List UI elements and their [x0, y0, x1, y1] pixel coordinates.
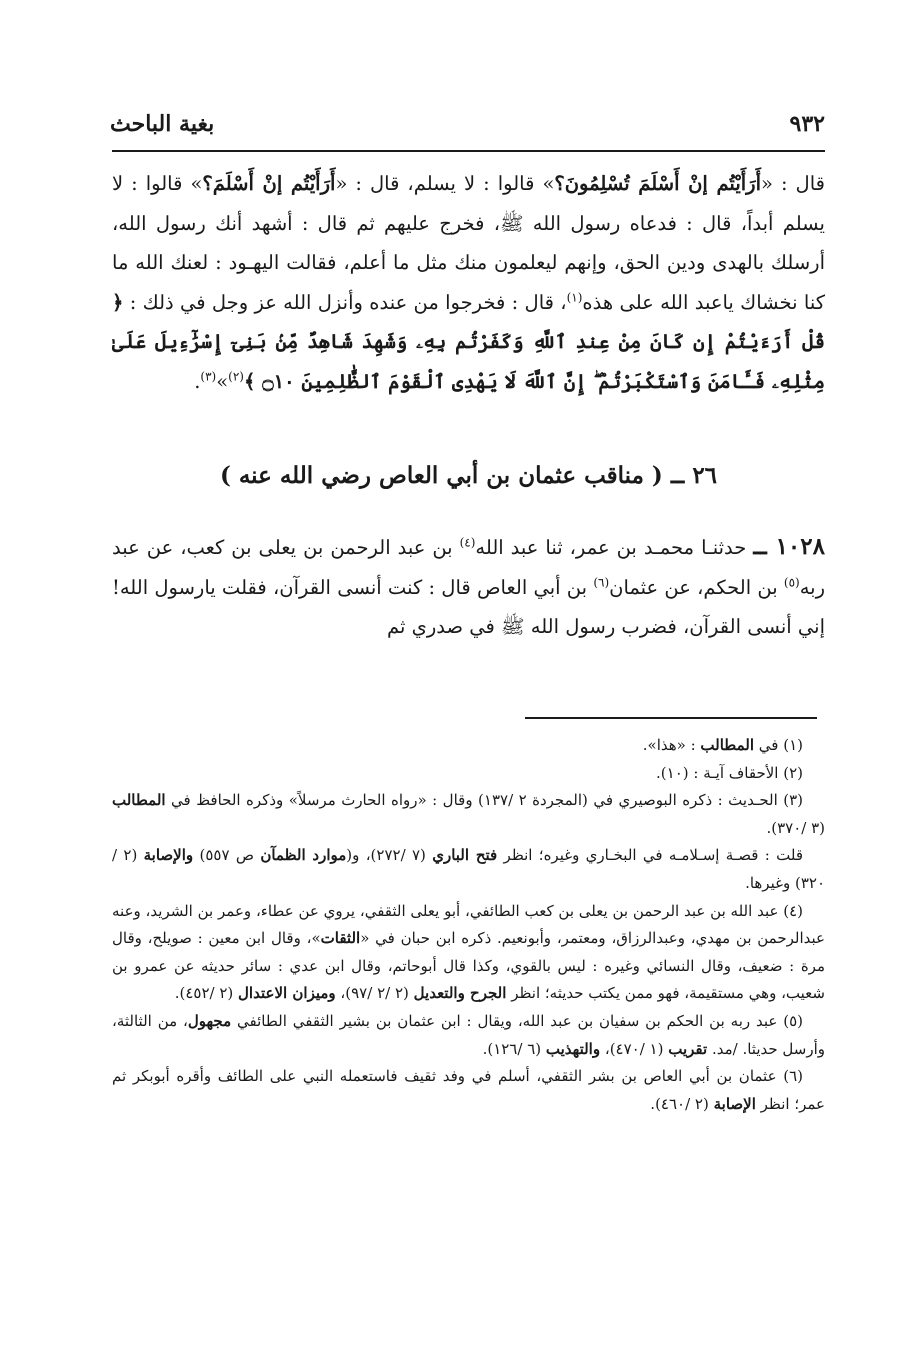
footnote-ref[interactable]: (٤): [459, 535, 476, 550]
quoted-question: أَرَأَيْتُم إنْ أَسْلَمَ؟: [202, 172, 336, 195]
footnote-ref[interactable]: (٦): [593, 575, 610, 589]
footnote-4: (٤) عبد الله بن عبد الرحمن بن يعلى بن كعب الطائفي، أبو يعلى الثقفي، يروي عن عطاء، وعمر بن الشريد، وعنه عبدالرحمن بن مهدي، وعبدالرزاق، ومعتمر، وأبونعيم. ذكره ابن حبان في «الثقات»، وقال ابن معين : صويلح، وقال مرة : ضعيف، وقال النسائي وغيره : ليس بالقوي، وكذا قال أبوحاتم، وقال ابن عدي : سائر حديثه عن عمرو بن شعيب، وهي مستقيمة، فهو ممن يكتب حديثه؛ انظر الجرح والتعديل (٢ /٢ /٩٧)، وميزان الاعتدال (٢ /٤٥٢).: [112, 901, 825, 1003]
footnote-1: (١) في المطالب : «هذا».: [642, 736, 803, 754]
quoted-question: أَرَأَيْتُم إنْ أَسْلَمَ تُسْلِمُونَ؟: [554, 172, 761, 195]
running-head: [110, 108, 825, 140]
hadith-paragraph: ١٠٢٨ ــ حدثنـا محمـد بن عمر، ثنا عبد الله$^{(٤)}$ بن عبد الرحمن بن يعلى بن كعب، عن عبد ربه$^{(٥)}$ بن الحكم، عن عثمان$^{(٦)}$ بن أبي العاص قال : كنت أنسى القرآن، فقلت يارسول الله! إني أنسى القرآن، فضرب رسول الله ﷺ في صدري ثم: [112, 533, 826, 638]
footnote-rule: [525, 717, 817, 719]
main-text: [112, 164, 825, 401]
paragraph-continuation: قال : «أَرَأَيْتُم إنْ أَسْلَمَ تُسْلِمُونَ؟» قالوا : لا يسلم، قال : «أَرَأَيْتُم إنْ أَسْلَمَ؟» قالوا : لا يسلم أبداً، قال : فدعاه رسول الله ﷺ، فخرج عليهم ثم قال : أشهد أنك رسول الله، أرسلك بالهدى ودين الحق، وإنهم ليعلمون منك مثل ما أعلم، فقالت اليهـود : لعنك الله ما كنا نخشاك ياعبد الله على هذه$^{(١)}$، قال : فخرجوا من عنده وأنزل الله عز وجل في ذلك : ﴿ قُلْ أَرَءَيْتُمْ إِن كَانَ مِنْ عِندِ ٱللَّهِ وَكَفَرْتُم بِهِۦ وَشَهِدَ شَاهِدٌ مِّنۢ بَنِىٓ إِسْرَٰٓءِيلَ عَلَىٰ مِثْلِهِۦ فَـَٔامَنَ وَٱسْتَكْبَرْتُمْ ۖ إِنَّ ٱللَّهَ لَا يَهْدِى ٱلْقَوْمَ ٱلظَّٰلِمِينَ ۝١٠ ﴾$^{(٢)}$»$^{(٣)}$.: [112, 172, 825, 393]
footnote-3-note: قلت : قصـة إسـلامـه في البخـاري وغيره؛ انظر فتح الباري (٧ /٢٧٢)، و(موارد الظمآن ص ٥٥٧) والإصابة (٢ /٣٢٠) وغيرها.: [112, 846, 825, 892]
hadith-number: ١٠٢٨ ــ: [753, 533, 825, 560]
section-heading: ٢٦ ــ ( مناقب عثمان بن أبي العاص رضي الله عنه ): [219, 462, 718, 489]
footnote-ref[interactable]: (٣): [200, 369, 217, 383]
footnotes: [112, 732, 825, 1118]
footnote-ref[interactable]: (١): [566, 290, 583, 304]
book-title: بغية الباحث: [110, 111, 215, 137]
hadith-text: [112, 527, 825, 647]
footnote-2: (٢) الأحقاف آيـة : (١٠).: [656, 763, 803, 782]
footnote-6: (٦) عثمان بن أبي العاص بن بشر الثقفي، أسلم في وفد ثقيف فاستعمله النبي على الطائف وأقره أبوبكر ثم عمر؛ انظر الإصابة (٢ /٤٦٠).: [112, 1067, 825, 1113]
footnote-ref[interactable]: (٢): [228, 369, 244, 383]
page-number: ٩٣٢: [789, 111, 825, 137]
footnote-3: (٣) الحـديث : ذكره البوصيري في (المجردة ٢ /١٣٧) وقال : «رواه الحارث مرسلاً» وذكره الحافظ في المطالب (٣ /٣٧٠).: [112, 791, 825, 837]
footnote-5: (٥) عبد ربه بن الحكم بن سفيان بن عبد الله، ويقال : ابن عثمان بن بشير الثقفي الطائفي مجهول، من الثالثة، وأرسل حديثا. /مد. تقريب (١ /٤٧٠)، والتهذيب (٦ /١٢٦).: [112, 1011, 825, 1058]
quran-verse: ﴿ قُلْ أَرَءَيْتُمْ إِن كَانَ مِنْ عِندِ ٱللَّهِ وَكَفَرْتُم بِهِۦ وَشَهِدَ شَاهِدٌ مِّنۢ بَنِىٓ إِسْرَٰٓءِيلَ عَلَىٰ مِثْلِهِۦ فَـَٔامَنَ وَٱسْتَكْبَرْتُمْ ۖ إِنَّ ٱللَّهَ لَا يَهْدِى ٱلْقَوْمَ ٱلظَّٰلِمِينَ ۝١٠ ﴾: [112, 290, 825, 393]
footnote-ref[interactable]: (٥): [783, 575, 800, 589]
header-rule: [112, 150, 825, 152]
